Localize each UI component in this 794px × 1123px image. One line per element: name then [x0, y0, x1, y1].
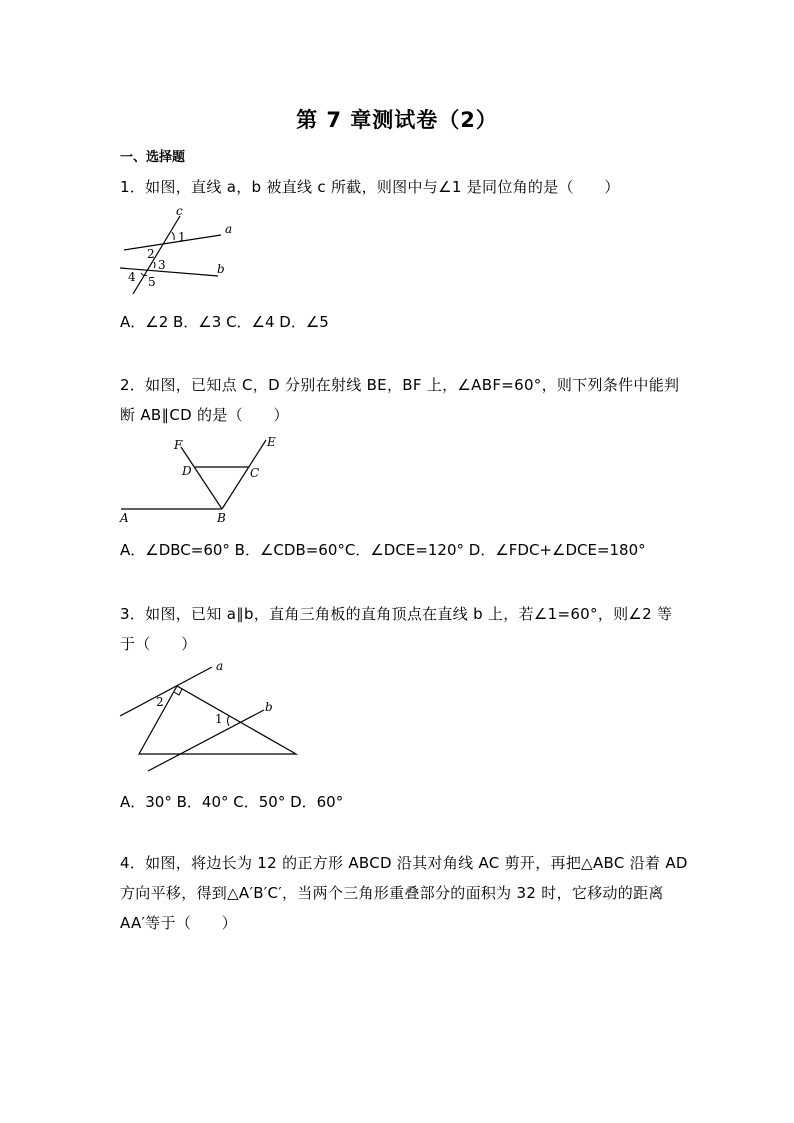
line-a [124, 235, 221, 250]
question-3-figure [115, 658, 305, 773]
angle-arc-1 [172, 232, 174, 240]
question-2-options: A．∠DBC=60° B．∠CDB=60°C．∠DCE=120° D．∠FDC+∠DCE=180° [120, 541, 646, 559]
angle-label-4: 4 [128, 270, 136, 284]
label-C: C [250, 466, 260, 480]
ray-BF [181, 447, 222, 509]
label-a: a [225, 222, 233, 236]
question-2-text-line-1: 2．如图，已知点 C，D 分别在射线 BE，BF 上，∠ABF=60°，则下列条件中能判 [120, 376, 680, 394]
label-D: D [182, 464, 192, 478]
question-1-options: A．∠2 B．∠3 C．∠4 D．∠5 [120, 313, 329, 331]
question-3-text-line-2: 于（ ） [120, 635, 197, 653]
label-A: A [120, 511, 129, 525]
angle-label-2: 2 [147, 247, 155, 261]
question-3-options: A．30° B．40° C．50° D．60° [120, 793, 344, 811]
label-c: c [176, 204, 183, 218]
question-3-text-line-1: 3．如图，已知 a∥b，直角三角板的直角顶点在直线 b 上，若∠1=60°，则∠2 等 [120, 605, 673, 623]
line-c [133, 216, 180, 294]
angle-label-1: 1 [215, 712, 223, 726]
question-4-text-line-3: AA′等于（ ） [120, 914, 238, 932]
line-a [120, 667, 212, 716]
angle-label-1: 1 [178, 230, 186, 244]
label-B: B [217, 511, 226, 525]
question-4-text-line-2: 方向平移，得到△A′B′C′，当两个三角形重叠部分的面积为 32 时，它移动的距离 [120, 884, 664, 902]
line-b [148, 710, 264, 771]
angle-arc-1 [228, 716, 230, 726]
ray-BE [222, 440, 266, 509]
question-1-figure [115, 203, 255, 298]
angle-label-5: 5 [148, 275, 156, 289]
label-a: a [216, 659, 224, 673]
angle-label-3: 3 [158, 258, 166, 272]
label-F: F [174, 438, 183, 452]
angle-label-2: 2 [156, 695, 164, 709]
question-2-figure [115, 432, 290, 527]
label-b: b [217, 262, 225, 276]
question-1-text: 1．如图，直线 a，b 被直线 c 所截，则图中与∠1 是同位角的是（ ） [120, 178, 620, 196]
question-2-text-line-2: 断 AB∥CD 的是（ ） [120, 406, 289, 424]
page-title: 第 7 章测试卷（2） [296, 108, 498, 132]
angle-arc-3 [154, 262, 155, 268]
question-4-text-line-1: 4．如图，将边长为 12 的正方形 ABCD 沿其对角线 AC 剪开，再把△ABC 沿着 AD [120, 854, 688, 872]
label-b: b [265, 700, 273, 714]
section-heading: 一、选择题 [120, 150, 186, 165]
label-E: E [267, 435, 276, 449]
